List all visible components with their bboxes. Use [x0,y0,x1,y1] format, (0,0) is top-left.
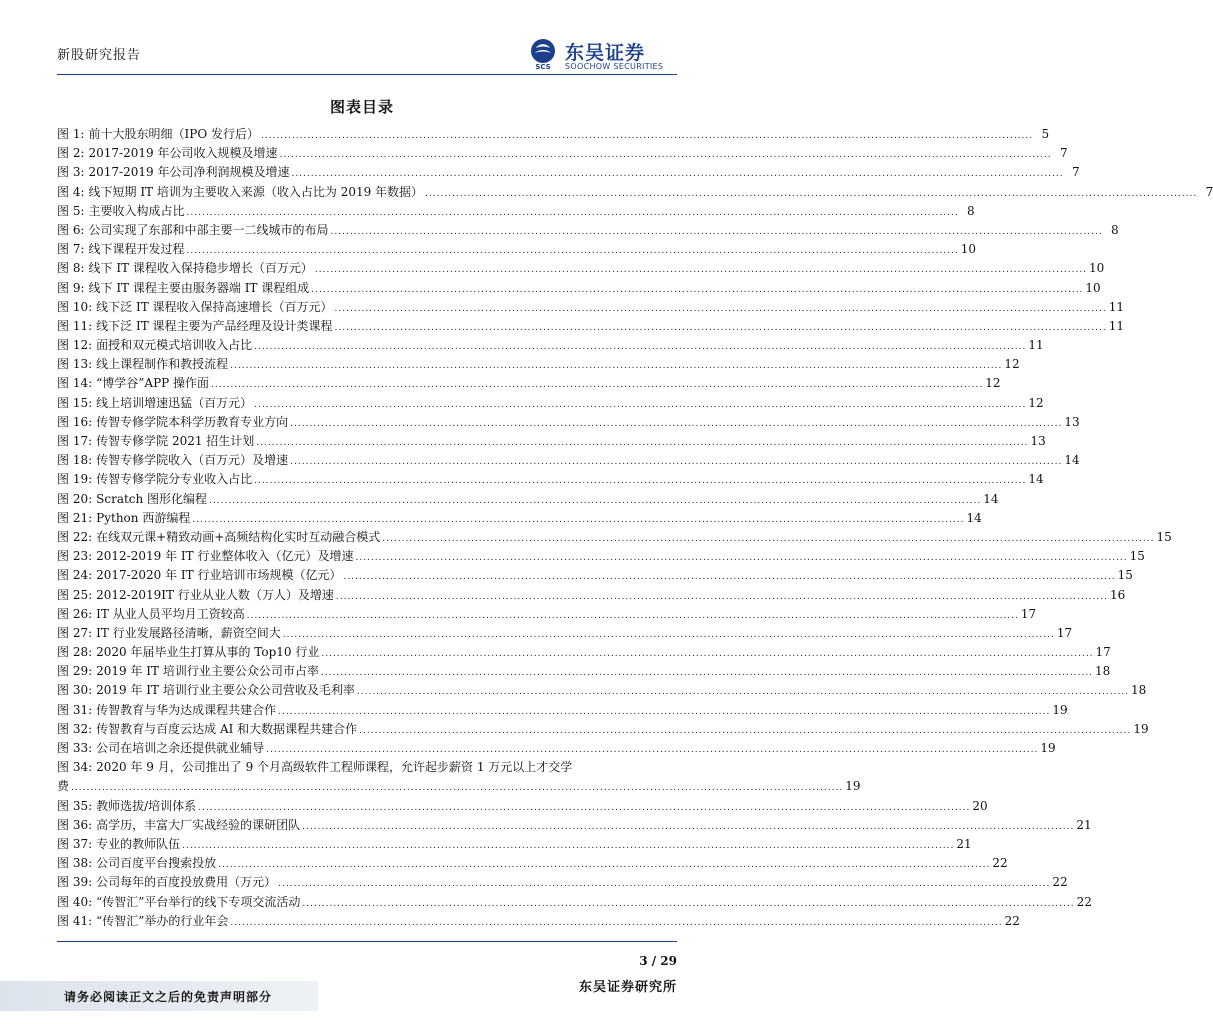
toc-entry-leader: ........................................................................................................................................................................................................ [254,399,1027,410]
toc-entry-title: 传智专修学院收入（百万元）及增速 [96,453,289,468]
page-number: 3 / 29 [639,954,677,968]
toc-entry-page: 10 [1089,261,1105,276]
toc-entry[interactable] [57,797,988,816]
toc-entry-leader: ........................................................................................................................................................................................................ [254,476,1027,487]
toc-entry-title: “博学谷”APP 操作面 [96,376,210,391]
toc-entry[interactable] [57,317,1124,336]
toc-entry[interactable] [57,662,1111,681]
toc-entry-page: 13 [1064,414,1080,429]
toc-entry[interactable] [57,643,1111,662]
toc-entry-label: 图 26: [57,606,93,621]
toc-entry[interactable] [57,202,975,221]
toc-entry-label: 图 12: [57,338,93,353]
toc-entry-label: 图 1: [57,127,85,141]
toc-entry-label: 图 39: [57,875,93,890]
toc-entry-page: 15 [1156,529,1172,544]
logo-chinese-name: 东吴证券 [565,42,646,64]
toc-entry-title: IT 行业发展路径清晰，薪资空间大 [96,625,281,640]
toc-entry-page: 21 [956,836,972,851]
toc-entry-page: 11 [1028,338,1044,353]
toc-entry-page: 8 [1111,222,1119,237]
toc-entry-leader: ........................................................................................................................................................................................................ [314,265,1088,276]
toc-entry[interactable] [57,259,1105,278]
toc-entry-label: 图 37: [57,836,93,851]
toc-entry[interactable] [57,240,976,259]
toc-entry-page: 11 [1108,299,1124,314]
toc-entry[interactable] [57,835,972,854]
toc-entry-page: 22 [1052,875,1068,890]
toc-entry-leader: ........................................................................................................................................................................................................ [334,303,1107,314]
toc-entry-leader: ........................................................................................................................................................................................................ [256,438,1029,448]
toc-entry-page: 19 [1040,741,1056,755]
toc-entry-title: 传智专修学院分专业收入占比 [96,472,253,487]
logo-mark-text: SCS [535,63,551,71]
toc-entry[interactable] [57,605,1037,624]
toc-entry-leader: ........................................................................................................................................................................................................ [182,840,955,851]
toc-entry-page: 7 [1059,146,1068,161]
toc-entry[interactable] [57,681,1147,700]
toc-entry-title: 线下 IT 课程收入保持稳步增长（百万元） [88,261,313,276]
toc-entry-page: 12 [1028,395,1044,410]
toc-entry[interactable] [57,720,1149,739]
toc-entry-title: 教师选拔/培训体系 [96,798,197,813]
toc-entry-title: 在线双元课+精致动画+高频结构化实时互动融合模式 [96,529,381,544]
toc-entry-label: 图 41: [57,913,93,928]
toc-entry-leader: ........................................................................................................................................................................................................ [209,495,982,506]
toc-entry-label: 图 13: [57,357,93,372]
toc-entry-label: 图 8: [57,261,85,276]
toc-entry-title: 公司每年的百度投放费用（万元） [96,875,277,890]
toc-entry-leader: ........................................................................................................................................................................................................ [71,783,844,794]
toc-entry-title: 2017-2019 年公司收入规模及增速 [88,146,278,161]
toc-entry-label: 图 34: [57,760,93,775]
toc-entry-title: 公司在培训之余还提供就业辅导 [96,741,265,755]
toc-entry[interactable] [57,528,1172,547]
institute-name: 东吴证券研究所 [578,980,677,995]
toc-entry-title: 传智教育与华为达成课程共建合作 [96,702,277,717]
toc-entry-leader: ........................................................................................................................................................................................................ [198,802,971,813]
toc-entry-page: 17 [1056,625,1073,640]
toc-entry-label: 图 4: [57,184,85,199]
toc-entry-label: 图 3: [57,165,85,180]
toc-title: 图表目录 [329,98,394,116]
toc-entry-label: 图 14: [57,376,93,391]
toc-entry[interactable] [57,451,1080,470]
toc-entry-label: 图 35: [57,798,93,813]
toc-entry[interactable] [57,355,1020,374]
toc-entry-leader: ........................................................................................................................................................................................................ [260,131,1034,141]
toc-entry-label: 图 31: [57,702,93,717]
toc-entry-title: 传智专修学院本科学历教育专业方向 [96,414,289,429]
toc-entry[interactable] [57,701,1068,720]
toc-entry[interactable] [57,547,1145,566]
toc-entry[interactable] [57,279,1101,298]
toc-entry-label: 图 9: [57,280,85,295]
toc-entry-title: 2019 年 IT 培训行业主要公众公司市占率 [96,664,319,679]
toc-entry[interactable] [57,854,1008,873]
toc-entry-leader: ........................................................................................................................................................................................................ [186,207,959,218]
toc-entry-title: 2020 年届毕业生打算从事的 Top10 行业 [96,645,320,660]
toc-entry-label: 图 40: [57,894,93,909]
toc-entry-title: “传智汇”平台举行的线下专项交流活动 [96,894,301,909]
toc-entry[interactable] [57,125,1050,144]
toc-entry-page: 17 [1095,645,1111,660]
toc-entry-leader: ........................................................................................................................................................................................................ [218,860,991,871]
toc-entry-leader: ........................................................................................................................................................................................................ [278,879,1051,890]
toc-entry-page: 16 [1110,587,1126,602]
toc-entry-page: 19 [1052,702,1068,717]
toc-entry-leader: ........................................................................................................................................................................................................ [425,188,1198,199]
toc-entry-leader: ........................................................................................................................................................................................................ [355,553,1128,564]
toc-entry-title: 高学历，丰富大厂实战经验的课研团队 [96,817,301,832]
logo-mark-icon [527,38,559,70]
toc-entry-label: 图 22: [57,529,93,544]
toc-entry[interactable] [57,432,1046,451]
toc-entry-leader: ........................................................................................................................................................................................................ [230,361,1003,372]
toc-entry-leader: ........................................................................................................................................................................................................ [321,649,1094,660]
toc-entry[interactable] [57,413,1080,432]
toc-entry-leader: ........................................................................................................................................................................................................ [302,821,1075,832]
logo-english-name: SOOCHOW SECURITIES [565,62,664,71]
toc-entry[interactable] [57,336,1044,355]
toc-entry-page: 7 [1205,184,1213,199]
toc-entry-page: 14 [983,491,999,506]
toc-entry-label: 图 30: [57,683,93,698]
toc-entry-title: 线下短期 IT 培训为主要收入来源（收入占比为 2019 年数据） [88,184,424,199]
toc-entry-title: 2012-2019 年 IT 行业整体收入（亿元）及增速 [96,549,354,564]
toc-entry-title: 公司百度平台搜索投放 [96,856,217,871]
toc-entry-leader: ........................................................................................................................................................................................................ [356,687,1130,698]
toc-entry-label: 图 33: [57,741,93,755]
header-rule [57,74,677,75]
toc-entry-page: 18 [1131,683,1147,698]
toc-entry-leader: ........................................................................................................................................................................................................ [334,322,1107,333]
toc-entry-label: 图 10: [57,299,93,314]
toc-entry[interactable] [57,816,1092,835]
toc-entry-title: 2012-2019IT 行业从业人数（万人）及增速 [96,587,334,602]
toc-entry-leader: ........................................................................................................................................................................................................ [254,342,1027,353]
toc-entry-leader: ........................................................................................................................................................................................................ [320,668,1094,679]
toc-entry-leader: ........................................................................................................................................................................................................ [211,380,984,391]
toc-entry-leader: ........................................................................................................................................................................................................ [359,725,1132,736]
toc-entry-leader: ........................................................................................................................................................................................................ [302,898,1075,909]
toc-entry-page: 14 [966,510,982,525]
toc-entry-leader: ........................................................................................................................................................................................................ [290,418,1063,429]
toc-entry-page: 19 [1133,721,1149,736]
toc-entry-page: 15 [1129,549,1145,564]
toc-entry-title: Scratch 图形化编程 [96,491,208,506]
toc-entry-page: 14 [1028,472,1044,487]
footer-rule [57,941,677,942]
toc-entry-leader: ........................................................................................................................................................................................................ [343,572,1116,583]
toc-entry-label: 图 19: [57,472,93,487]
toc-entry[interactable] [57,912,1020,931]
toc-entry-page: 22 [992,856,1008,871]
report-type-label: 新股研究报告 [57,48,142,63]
company-logo [527,38,677,74]
toc-entry-leader: ........................................................................................................................................................................................................ [186,246,959,257]
toc-entry-title: 面授和双元模式培训收入占比 [96,338,253,353]
toc-entry-label: 图 18: [57,453,93,468]
toc-entry-title-continued: 费 [57,779,70,794]
toc-entry-title: “传智汇”举办的行业年会 [96,913,229,928]
toc-entry-page: 7 [1071,165,1080,180]
toc-entry-page: 11 [1108,318,1124,333]
toc-entry-page: 21 [1076,817,1092,832]
toc-entry-leader: ........................................................................................................................................................................................................ [382,533,1155,544]
toc-entry-title: 2020 年 9 月，公司推出了 9 个月高级软件工程师课程，允许起步薪资 1 万元以上才交学 [96,760,573,775]
toc-entry-leader: ........................................................................................................................................................................................................ [278,706,1051,717]
toc-entry-title: 线下 IT 课程主要由服务器端 IT 课程组成 [88,280,310,295]
toc-entry-leader: ........................................................................................................................................................................................................ [279,150,1052,161]
toc-entry-page: 12 [985,376,1001,391]
toc-entry-title: 传智教育与百度云达成 AI 和大数据课程共建合作 [96,721,358,736]
toc-entry[interactable] [57,298,1124,317]
toc-entry-page: 17 [1020,606,1037,621]
toc-entry-title: 公司实现了东部和中部主要一二线城市的布局 [88,222,329,237]
toc-entry[interactable] [57,509,982,528]
toc-entry[interactable] [57,183,1213,202]
toc-entry-label: 图 23: [57,549,93,564]
toc-entry-label: 图 38: [57,856,93,871]
toc-entry-title: 2019 年 IT 培训行业主要公众公司营收及毛利率 [96,683,355,698]
toc-entry-label: 图 11: [57,318,93,333]
toc-entry-page: 13 [1030,434,1046,448]
toc-entry-label: 图 21: [57,510,93,525]
toc-entry[interactable] [57,144,1068,163]
toc-entry-title: 线上培训增速迅猛（百万元） [96,395,253,410]
toc-entry[interactable] [57,739,1056,758]
toc-entry-page: 22 [1004,913,1020,928]
toc-entry-leader: ........................................................................................................................................................................................................ [335,591,1109,602]
toc-entry-page: 10 [1085,280,1101,295]
toc-entry-label: 图 36: [57,817,93,832]
toc-entry[interactable] [57,586,1126,605]
toc-entry-leader: ........................................................................................................................................................................................................ [330,226,1103,237]
toc-entry-leader: ........................................................................................................................................................................................................ [266,745,1039,755]
toc-entry-leader: ........................................................................................................................................................................................................ [230,917,1003,928]
toc-entry-title: 2017-2020 年 IT 行业培训市场规模（亿元） [96,568,342,583]
toc-entry-page: 14 [1064,453,1080,468]
toc-entry-leader: ........................................................................................................................................................................................................ [291,169,1064,180]
toc-entry-page: 15 [1117,568,1133,583]
toc-entry-leader: ........................................................................................................................................................................................................ [311,284,1084,295]
toc-entry[interactable] [57,394,1044,413]
toc-entry[interactable] [57,374,1001,393]
toc-entry-label: 图 24: [57,568,93,583]
disclaimer-text: 请务必阅读正文之后的免责声明部分 [64,990,273,1004]
toc-entry-title: 线下泛 IT 课程主要为产品经理及设计类课程 [96,318,333,333]
toc-entry-label: 图 7: [57,242,85,257]
toc-entry-title: 前十大股东明细（IPO 发行后） [88,127,259,141]
toc-entry-leader: ........................................................................................................................................................................................................ [282,629,1055,640]
toc-entry-title: 传智专修学院 2021 招生计划 [96,434,255,448]
toc-entry[interactable] [57,221,1119,240]
toc-entry-page: 12 [1004,357,1020,372]
toc-entry[interactable] [57,873,1068,892]
toc-entry-title: 2017-2019 年公司净利润规模及增速 [88,165,290,180]
toc-entry-page: 5 [1041,127,1050,141]
toc-entry-label: 图 5: [57,203,85,218]
toc-entry-title: 线下泛 IT 课程收入保持高速增长（百万元） [96,299,333,314]
toc-entry-title: 线上课程制作和教授流程 [96,357,229,372]
toc-entry-title: 主要收入构成占比 [88,203,185,218]
toc-entry-title: 专业的教师队伍 [96,836,181,851]
toc-entry[interactable] [57,758,861,796]
toc-entry-label: 图 20: [57,491,93,506]
toc-entry-page: 22 [1076,894,1092,909]
toc-entry-leader: ........................................................................................................................................................................................................ [192,514,965,525]
toc-entry-page: 8 [967,203,975,218]
toc-entry[interactable] [57,566,1133,585]
toc-entry-page: 19 [845,779,861,794]
toc-entry-leader: ........................................................................................................................................................................................................ [290,457,1063,468]
toc-entry-label: 图 17: [57,434,93,448]
toc-entry[interactable] [57,624,1073,643]
toc-entry-label: 图 2: [57,146,85,161]
toc-entry-label: 图 29: [57,664,93,679]
toc-entry-label: 图 32: [57,721,93,736]
toc-entry-label: 图 27: [57,625,93,640]
toc-entry-page: 18 [1095,664,1111,679]
toc-entry-label: 图 6: [57,222,85,237]
toc-entry-label: 图 15: [57,395,93,410]
toc-entry-label: 图 28: [57,645,93,660]
toc-entry-leader: ........................................................................................................................................................................................................ [246,610,1019,621]
figure-toc-list [57,125,1213,931]
toc-entry[interactable] [57,470,1044,489]
toc-entry-page: 10 [960,242,976,257]
toc-entry-title: IT 从业人员平均月工资较高 [96,606,245,621]
toc-entry-page: 20 [972,798,988,813]
toc-entry[interactable] [57,490,999,509]
toc-entry[interactable] [57,163,1080,182]
toc-entry-title: Python 西游编程 [96,510,191,525]
toc-entry-label: 图 25: [57,587,93,602]
toc-entry-title: 线下课程开发过程 [88,242,185,257]
toc-entry[interactable] [57,893,1092,912]
toc-entry-label: 图 16: [57,414,93,429]
